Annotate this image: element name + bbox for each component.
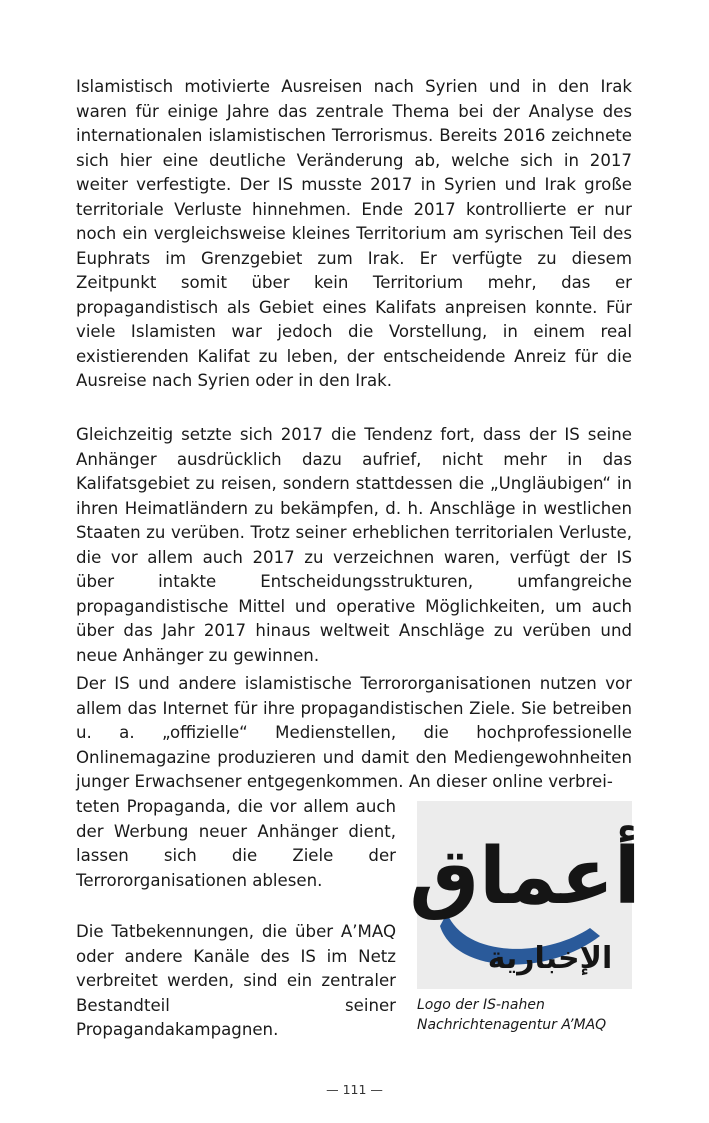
logo-sub-text: الإخبارية (487, 940, 612, 976)
paragraph-3 (76, 672, 632, 795)
paragraph-3-text: Der IS und andere islamistische Terrororganisationen nutzen vor allem das Internet für ihre propagandistischen Ziele. Sie betreiben u. a. „offizielle“ Medienstellen, die hochprofessionelle Onlinemagazine produzieren und damit den Mediengewohnheiten junger Erwachsener entgegenkommen. An dieser online verbrei- (76, 674, 632, 791)
paragraph-2 (76, 423, 632, 668)
amaq-logo (408, 801, 641, 989)
paragraph-1-text: Islamistisch motivierte Ausreisen nach Syrien und in den Irak waren für einige Jahre das zentrale Thema bei der Analyse des internationalen islamistischen Terrorismus. Bereits 2016 zeichnete sich hier eine deutliche Veränderung ab, welche sich in 2017 weiter verfestigte. Der IS musste 2017 in Syrien und Irak große territoriale Verluste hinnehmen. Ende 2017 kontrollierte er nur noch ein vergleichsweise kleines Territorium am syrischen Teil des Euphrats im Grenzgebiet zum Irak. Er verfügte zu diesem Zeitpunkt somit über kein Territorium mehr, das er propagandistisch als Gebiet eines Kalifats anpreisen konnte. Für viele Islamisten war jedoch die Vorstellung, in einem real existierenden Kalifat zu leben, der entscheidende Anreiz für die Ausreise nach Syrien oder in den Irak. (76, 77, 632, 390)
paragraph-3-continued (76, 795, 396, 893)
paragraph-1 (76, 75, 632, 394)
amaq-logo-graphic (408, 808, 641, 983)
paragraph-3-continued-text: teten Propaganda, die vor allem auch der Werbung neuer Anhänger dient, lassen sich die Ziele der Terrororganisationen ablesen. (76, 797, 396, 890)
paragraph-4 (76, 920, 396, 1043)
page-number: — 111 — (326, 1082, 383, 1097)
logo-main-text: أعماق (408, 831, 641, 922)
paragraph-2-text: Gleichzeitig setzte sich 2017 die Tendenz fort, dass der IS seine Anhänger ausdrücklich dazu aufrief, nicht mehr in das Kalifatsgebiet zu reisen, sondern stattdessen die „Ungläubigen“ in ihren Heimatländern zu bekämpfen, d. h. Anschläge in westlichen Staaten zu verüben. Trotz seiner erheblichen territorialen Verluste, die vor allem auch 2017 zu verzeichnen waren, verfügt der IS über intakte Entscheidungsstrukturen, umfangreiche propagandistische Mittel und operative Möglichkeiten, um auch über das Jahr 2017 hinaus weltweit Anschläge zu verüben und neue Anhänger zu gewinnen. (76, 425, 632, 665)
caption-line-2: Nachrichtenagentur A’MAQ (417, 1017, 607, 1033)
figure-caption (417, 995, 647, 1035)
paragraph-4-text: Die Tatbekennungen, die über A’MAQ oder andere Kanäle des IS im Netz verbreitet werden, sind ein zentraler Bestandteil seiner Propagandakampagnen. (76, 922, 396, 1039)
caption-line-1: Logo der IS-nahen (417, 997, 545, 1013)
